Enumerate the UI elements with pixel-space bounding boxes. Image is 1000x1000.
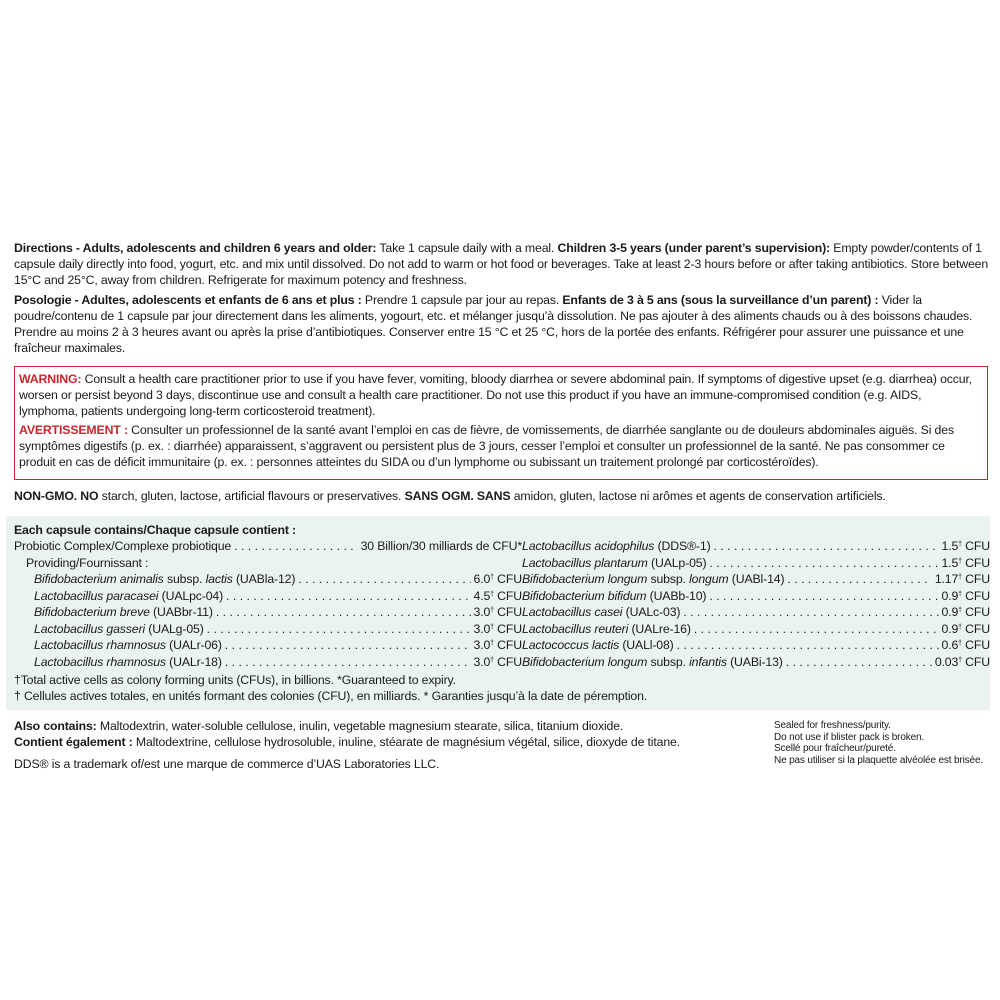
ingredient-row: Bifidobacterium bifidum (UABb-10) . . . 0.9† CFU (522, 588, 990, 605)
leader-dots (234, 538, 357, 554)
footnote-fr: † Cellules actives totales, en unités formant des colonies (CFU), en milliards. * Garanties jusqu’à la date de péremption. (14, 689, 648, 703)
ingredient-row: Bifidobacterium animalis subsp. lactis (UABla-12) . . . 6.0† CFU (14, 571, 522, 588)
leader-dots (787, 571, 931, 587)
ingredient-row: Lactobacillus reuteri (UALre-16) . . . 0.9† CFU (522, 621, 990, 638)
leader-dots (709, 555, 938, 571)
ingredient-row: Lactobacillus acidophilus (DDS®-1) . . . 1.5† CFU (522, 538, 990, 555)
also-contains-fr: Contient également : Maltodextrine, cellulose hydrosoluble, inuline, stéarate de magnésium végétal, silice, dioxyde de titane. (14, 735, 680, 749)
complex-row: Probiotic Complex/Complexe probiotique . . . 30 Billion/30 milliards de CFU* (14, 538, 522, 555)
trademark-note: DDS® is a trademark of/est une marque de commerce d’UAS Laboratories LLC. (14, 757, 440, 771)
leader-dots (298, 571, 470, 587)
warning-en: WARNING: Consult a health care practitioner prior to use if you have fever, vomiting, bloody diarrhea or severe abdominal pain. If symptoms of digestive upset (e.g. diarrhea) occur, worsen or persist beyond 3 days, discontinue use and consult a health care practitioner. Do not use this product if you have an immune-compromised condition (e.g. AIDS, lymphoma, patients undergoing long-term corticosteroid treatment). (19, 372, 972, 418)
leader-dots (226, 588, 470, 604)
leader-dots (709, 588, 938, 604)
non-gmo-statement: NON-GMO. NO starch, gluten, lactose, artificial flavours or preservatives. SANS OGM. SANS amidon, gluten, lactose ni arômes et agents de conservation artificiels. (14, 489, 886, 503)
leader-dots (225, 654, 471, 670)
directions-fr: Posologie - Adultes, adolescents et enfants de 6 ans et plus : Prendre 1 capsule par jour au repas. Enfants de 3 à 5 ans (sous la surveillance d’un parent) : Vider la poudre/contenu de 1 capsule par jour directement dans les aliments, yogourt, etc. et mélanger jusqu’à dissolution. Ne pas ajouter à des aliments chauds ou à des boissons chaudes. Prendre au moins 2 à 3 heures avant ou après la prise d’antibiotiques. Conserver entre 15 °C et 25 °C, hors de la portée des enfants. Réfrigérer pour assurer une puissance et une fraîcheur maximales. (14, 293, 973, 355)
ingredient-row: Lactobacillus rhamnosus (UALr-06) . . . 3.0† CFU (14, 637, 522, 654)
ingredients-panel (6, 516, 990, 710)
warning-fr: AVERTISSEMENT : Consulter un professionnel de la santé avant l’emploi en cas de fièvre, de vomissements, de diarrhée sanglante ou de douleurs abdominales aiguës. Si des symptômes digestifs (p. ex. : diarrhée) apparaissent, s’aggravent ou persistent plus de 3 jours, cesser l’emploi et consulter un professionnel de la santé. Ne pas consommer ce produit en cas de déficit immunitaire (p. ex. : personnes atteintes du SIDA ou d’un lymphome ou subissant un traitement prolongé par corticostéroïdes). (19, 423, 954, 469)
directions-en: Directions - Adults, adolescents and children 6 years and older: Take 1 capsule daily with a meal. Children 3-5 years (under parent’s supervision): Empty powder/contents of 1 capsule daily directly into food, yogurt, etc. and mix until dissolved. Do not add to warm or hot food or beverages. Take at least 2-3 hours before or after taking antibiotics. Store between 15°C and 25°C, away from children. Refrigerate for maximum potency and freshness. (14, 241, 989, 287)
leader-dots (714, 538, 939, 554)
leader-dots (216, 604, 471, 620)
ingredient-row: Bifidobacterium longum subsp. infantis (UABi-13) . . . 0.03† CFU (522, 654, 990, 671)
ingredient-row: Lactobacillus gasseri (UALg-05) . . . 3.0† CFU (14, 621, 522, 638)
leader-dots (677, 637, 939, 653)
ingredient-row: Lactococcus lactis (UALl-08) . . . 0.6† CFU (522, 637, 990, 654)
leader-dots (786, 654, 932, 670)
product-label (14, 240, 990, 772)
warning-box (14, 366, 988, 480)
ingredient-row: Bifidobacterium breve (UABbr-11) . . . 3.0† CFU (14, 604, 522, 621)
sealed-notice: Sealed for freshness/purity. Do not use if blister pack is broken. Scellé pour fraîcheur/pureté. Ne pas utiliser si la plaquette alvéolée est brisée. (774, 720, 983, 766)
ingredient-row: Lactobacillus paracasei (UALpc-04) . . . 4.5† CFU (14, 588, 522, 605)
ingredient-row: Lactobacillus casei (UALc-03) . . . 0.9† CFU (522, 604, 990, 621)
leader-dots (207, 621, 471, 637)
ingredients-right-column (522, 538, 990, 670)
leader-dots (683, 604, 938, 620)
ingredients-left-column (14, 538, 522, 670)
leader-dots (694, 621, 939, 637)
also-contains-en: Also contains: Maltodextrin, water-soluble cellulose, inulin, vegetable magnesium stearate, silica, titanium dioxide. (14, 719, 624, 733)
leader-dots (225, 637, 471, 653)
panel-title: Each capsule contains/Chaque capsule contient : (14, 523, 296, 537)
providing-label: Providing/Fournissant : (26, 555, 149, 570)
ingredient-row: Lactobacillus rhamnosus (UALr-18) . . . 3.0† CFU (14, 654, 522, 671)
ingredient-row: Lactobacillus plantarum (UALp-05) . . . 1.5† CFU (522, 555, 990, 572)
ingredient-row: Bifidobacterium longum subsp. longum (UABl-14) . . . 1.17† CFU (522, 571, 990, 588)
footnote-en: †Total active cells as colony forming units (CFUs), in billions. *Guaranteed to expiry. (14, 673, 456, 687)
